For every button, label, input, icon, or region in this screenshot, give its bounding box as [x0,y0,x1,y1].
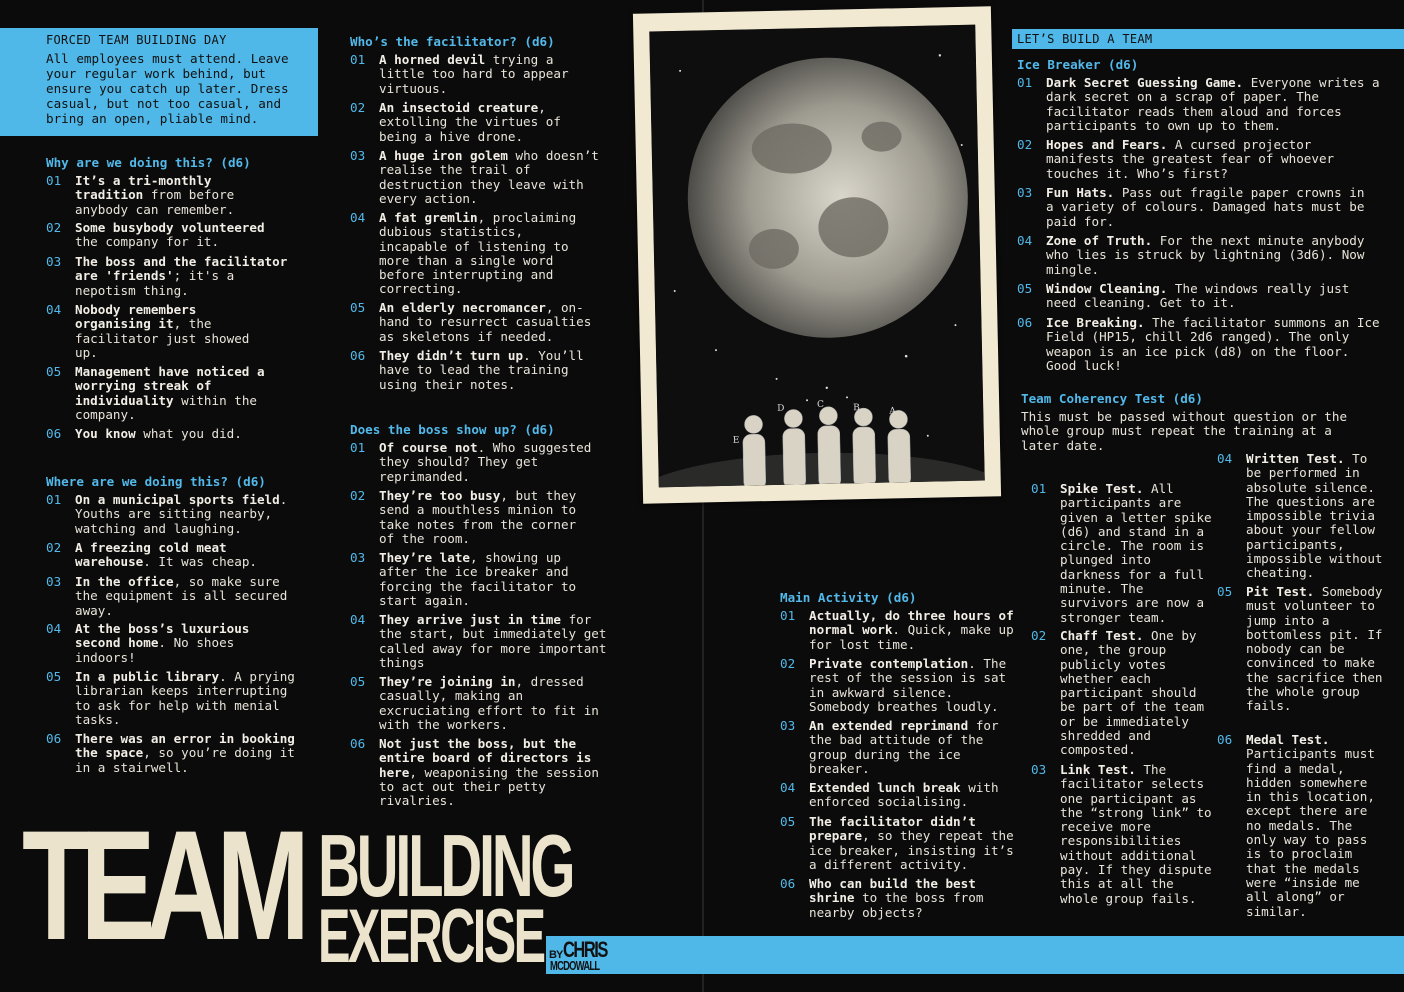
title-team: TEAM [22,799,300,973]
letter-e: E [732,435,740,446]
build-header-bar [1012,29,1404,49]
where-heading: Where are we doing this? (d6) [46,474,266,489]
coherency-heading: Team Coherency Test (d6) [1021,391,1203,406]
letter-c: C [817,399,825,411]
ice-heading: Ice Breaker (d6) [1017,57,1139,72]
build-title: LET’S BUILD A TEAM [1017,32,1153,46]
byline-by: BY [549,949,563,961]
illustration [649,25,984,488]
intro-title: FORCED TEAM BUILDING DAY [46,33,227,47]
letter-b: B [853,403,860,414]
letter-a: A [889,406,896,417]
byline-last: MCDOWALL [550,958,600,973]
letter-d: D [777,403,785,414]
bottom-bar [546,936,1404,974]
who-heading: Who’s the facilitator? (d6) [350,34,555,49]
coherency-intro: This must be passed without question or the whole group must repeat the training at a later date. [1021,409,1348,453]
title-building: BUILDING [318,816,573,915]
title-exercise: EXERCISE [318,894,544,979]
intro-box [0,28,318,136]
boss-heading: Does the boss show up? (d6) [350,422,555,437]
moon-illustration [649,25,984,488]
byline-first: CHRIS [563,937,607,962]
why-heading: Why are we doing this? (d6) [46,155,251,170]
illustration-frame [633,6,1001,503]
intro-body: All employees must attend. Leave your regular work behind, but ensure you catch up later. Dress casual, but not too casual, and bring an open, pliable mind. [46,51,289,126]
main-heading: Main Activity (d6) [780,590,917,605]
